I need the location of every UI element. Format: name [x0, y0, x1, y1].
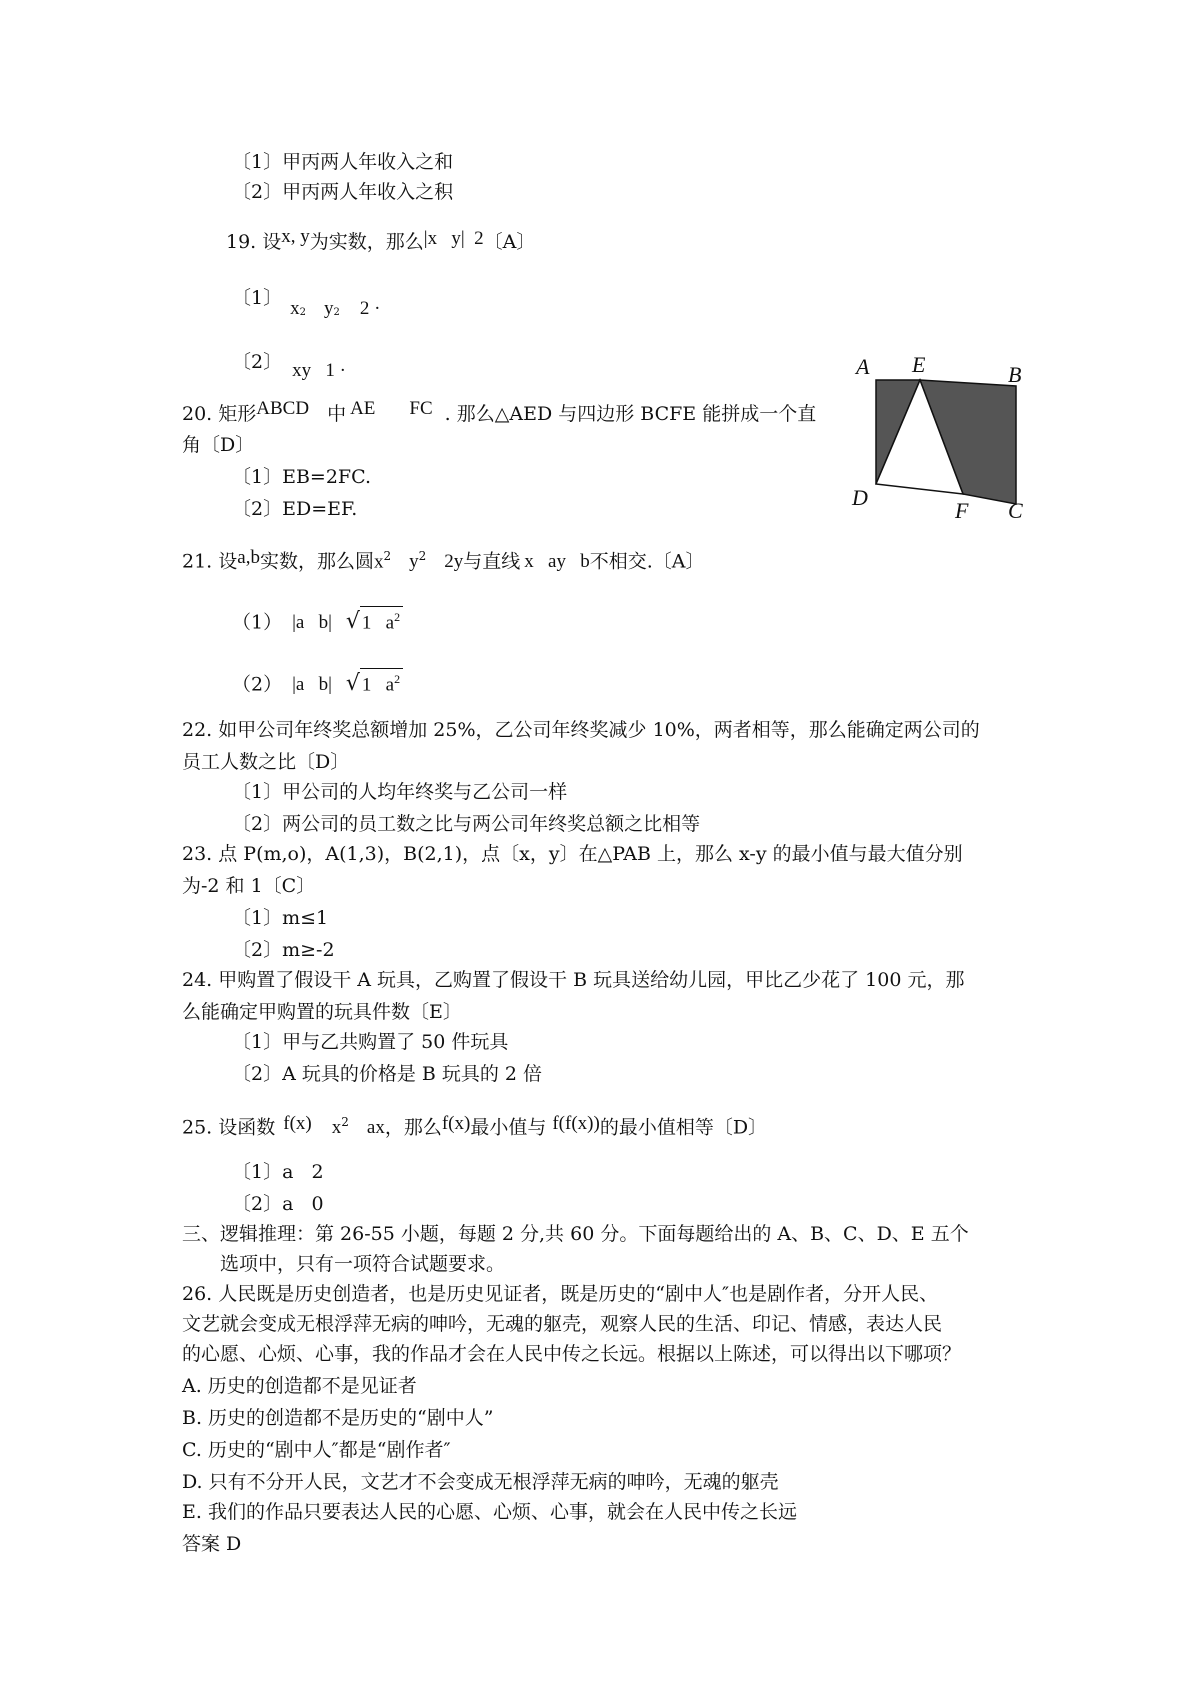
- q21-choice-2-radicand: [360, 668, 403, 695]
- q20-choice-1: 〔1〕EB=2FC.: [232, 466, 372, 488]
- label-a: A: [856, 354, 870, 379]
- q20-stem-fc: FC: [409, 398, 433, 419]
- q23-line-1: 23. 点 P(m,o)，A(1,3)，B(2,1)，点〔x，y〕在△PAB 上，那么 x-y 的最小值与最大值分别: [182, 843, 963, 865]
- q25-stem-fx: f(x): [283, 1113, 312, 1135]
- q21-choice-2: [232, 668, 403, 697]
- q19-answer: 〔A〕: [483, 231, 536, 253]
- q18-choice-1: 〔1〕甲丙两人年收入之和: [232, 151, 454, 173]
- q26-option-b: B. 历史的创造都不是历史的“剧中人”: [182, 1407, 494, 1429]
- q19-stem: [226, 226, 536, 255]
- q26-option-d: D. 只有不分开人民，文艺才不会变成无根浮萍无病的呻吟，无魂的躯壳: [182, 1471, 779, 1493]
- q22-line-1: 22. 如甲公司年终奖总额增加 25%，乙公司年终奖减少 10%，两者相等，那么能确定两公司的: [182, 719, 980, 741]
- q19-choice-1-x: x: [290, 298, 300, 319]
- q19-choice-2-expr: xy 1 ·: [292, 360, 346, 381]
- q26-line-3: 的心愿、心烦、心事，我的作品才会在人民中传之长远。根据以上陈述，可以得出以下哪项？: [182, 1343, 962, 1365]
- q21-stem-2y: 2y: [444, 551, 464, 573]
- q26-option-c: C. 历史的“剧中人″都是“剧作者″: [182, 1439, 451, 1461]
- q24-choice-2: 〔2〕A 玩具的价格是 B 玩具的 2 倍: [232, 1063, 543, 1085]
- q20-choice-2: 〔2〕ED=EF.: [232, 498, 358, 520]
- q25-stem: [182, 1110, 767, 1140]
- q22-choice-2: 〔2〕两公司的员工数之比与两公司年终奖总额之比相等: [232, 813, 701, 835]
- q19-choice-1: [232, 286, 380, 319]
- q19-stem-vars: x, y: [281, 226, 310, 247]
- q21-choice-1-rad: 1 a: [361, 612, 395, 634]
- q21-stem: [182, 544, 704, 574]
- q21-choice-2-sup: 2: [394, 672, 401, 686]
- q19-choice-1-y: y: [323, 298, 334, 319]
- label-c: C: [1008, 498, 1023, 523]
- q25-stem-prefix: 25. 设函数: [182, 1116, 276, 1139]
- section-3-line-2: 选项中，只有一项符合试题要求。: [220, 1253, 506, 1275]
- q23-choice-2: 〔2〕m≥-2: [232, 939, 335, 961]
- q25-stem-mid2: 最小值与: [470, 1116, 547, 1139]
- q25-stem-sup: 2: [341, 1115, 349, 1129]
- label-f: F: [955, 498, 969, 523]
- q21-choice-2-rad: 1 a: [361, 674, 395, 696]
- q21-stem-sup2: 2: [418, 549, 427, 563]
- q26-option-e: E. 我们的作品只要表达人民的心愿、心烦、心事，就会在人民中传之长远: [182, 1501, 797, 1523]
- sqrt-icon: √: [345, 609, 360, 635]
- q24-line-1: 24. 甲购置了假设干 A 玩具，乙购置了假设干 B 玩具送给幼儿园，甲比乙少花了 100 元，那: [182, 969, 965, 991]
- section-3-line-1: 三、逻辑推理：第 26-55 小题，每题 2 分,共 60 分。下面每题给出的 A、B、C、D、E 五个: [182, 1223, 969, 1245]
- q25-choice-1: 〔1〕a 2: [232, 1161, 324, 1183]
- q21-stem-end: 不相交.〔A〕: [589, 550, 705, 573]
- q25-stem-mid: ，那么: [384, 1116, 442, 1139]
- q25-stem-fx2: f(x): [441, 1113, 471, 1135]
- label-d: D: [852, 485, 868, 510]
- q26-answer: 答案 D: [182, 1533, 242, 1555]
- q21-choice-1-sup: 2: [394, 610, 401, 624]
- q21-stem-sup1: 2: [383, 549, 392, 563]
- q26-option-a: A. 历史的创造都不是见证者: [182, 1375, 417, 1397]
- q21-stem-y: y: [409, 551, 419, 573]
- q21-stem-prefix: 21. 设: [182, 550, 238, 573]
- q25-choice-2: 〔2〕a 0: [232, 1193, 324, 1215]
- q25-stem-ffx: f(f(x)): [552, 1113, 600, 1135]
- q18-choice-2: 〔2〕甲丙两人年收入之积: [232, 181, 454, 203]
- rectangle-figure: [850, 350, 1026, 526]
- q25-stem-x: x: [331, 1117, 342, 1139]
- q21-stem-line: 与直线: [463, 550, 521, 573]
- q24-line-2: 么能确定甲购置的玩具件数〔E〕: [182, 1001, 462, 1023]
- q19-choice-1-rest: 2 ·: [359, 298, 381, 319]
- q21-choice-2-abs: |a b|: [292, 674, 332, 696]
- q21-choice-1-abs: |a b|: [292, 612, 332, 634]
- q20-stem-mid: 中: [327, 403, 347, 425]
- q19-stem-mid: 为实数，那么: [309, 231, 424, 253]
- q19-choice-2: [232, 350, 346, 381]
- q19-stem-abs: |x y| 2: [423, 228, 484, 249]
- q20-stem-abcd: ABCD: [256, 398, 310, 419]
- q23-line-2: 为-2 和 1〔C〕: [182, 875, 316, 897]
- sqrt-icon: √: [345, 671, 360, 697]
- q22-choice-1: 〔1〕甲公司的人均年终奖与乙公司一样: [232, 781, 568, 803]
- q20-stem-line2: 角〔D〕: [182, 434, 255, 456]
- q21-stem-x: x: [373, 551, 384, 573]
- q24-choice-1: 〔1〕甲与乙共购置了 50 件玩具: [232, 1031, 509, 1053]
- q26-line-1: 26. 人民既是历史创造者，也是历史见证者，既是历史的“剧中人″也是剧作者，分开人民、: [182, 1283, 939, 1305]
- q19-choice-1-sub2: 2: [333, 306, 340, 318]
- q23-choice-1: 〔1〕m≤1: [232, 907, 329, 929]
- q20-stem-rest: . 那么△AED 与四边形 BCFE 能拼成一个直: [444, 403, 817, 425]
- q25-stem-ax: ax: [366, 1117, 385, 1139]
- q21-choice-1-label: （1）: [232, 611, 283, 634]
- q21-choice-2-label: （2）: [232, 673, 283, 696]
- q19-choice-2-label: 〔2〕: [232, 351, 283, 373]
- q21-stem-mid: 实数，那么圆: [259, 550, 374, 573]
- q20-stem: [182, 398, 817, 427]
- q20-stem-prefix: 20. 矩形: [182, 403, 257, 425]
- q22-line-2: 员工人数之比〔D〕: [182, 751, 350, 773]
- q21-choice-1: [232, 606, 403, 635]
- label-e: E: [912, 352, 926, 377]
- q19-stem-prefix: 19. 设: [226, 231, 282, 253]
- q19-choice-1-label: 〔1〕: [232, 287, 283, 309]
- label-b: B: [1008, 362, 1022, 387]
- q21-stem-ab: a,b: [237, 547, 260, 569]
- q25-stem-end: 的最小值相等〔D〕: [599, 1116, 768, 1139]
- q26-line-2: 文艺就会变成无根浮萍无病的呻吟，无魂的躯壳，观察人民的生活、印记、情感，表达人民: [182, 1313, 943, 1335]
- q21-choice-1-radicand: [360, 606, 403, 633]
- q20-stem-ae: AE: [350, 398, 376, 419]
- q19-choice-1-sub1: 2: [299, 306, 306, 318]
- q21-stem-line-eq: x ay b: [524, 551, 590, 573]
